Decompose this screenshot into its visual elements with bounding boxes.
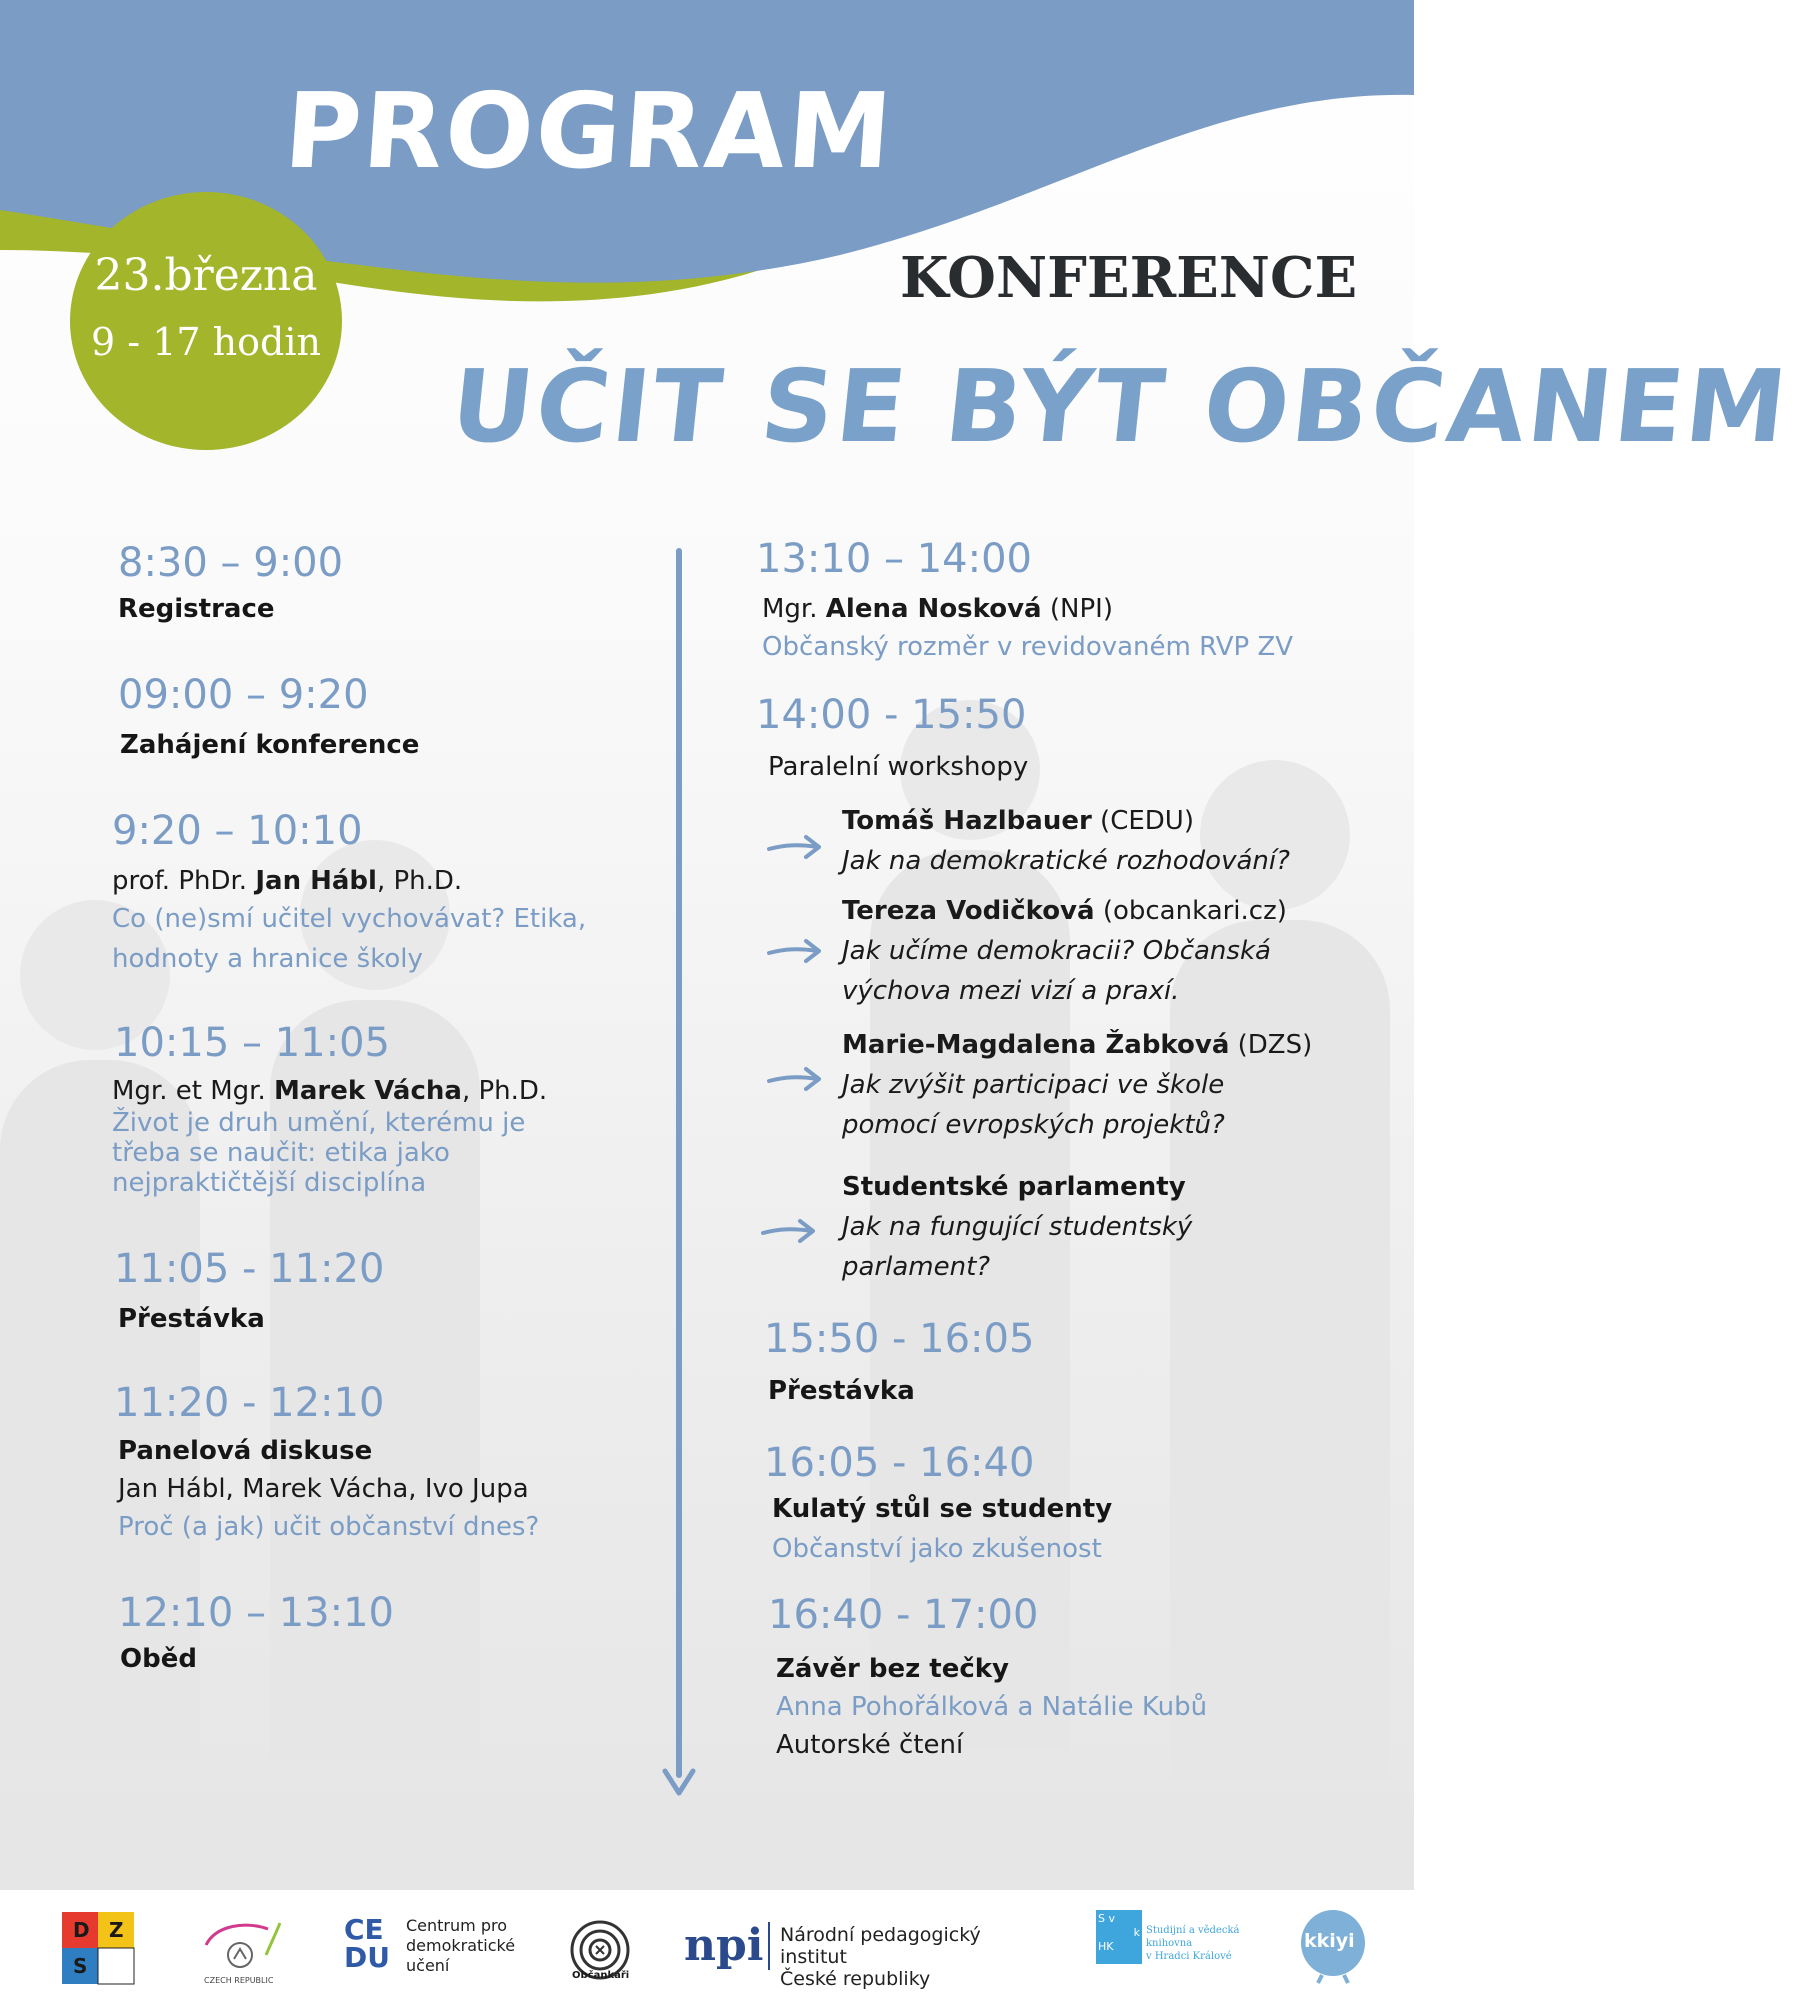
session-topic: Občanství jako zkušenost (772, 1534, 1102, 1564)
svk-mark-line: k (1133, 1926, 1140, 1939)
cedu-text-line: demokratické (406, 1936, 516, 1955)
svk-mark-line: S v (1098, 1912, 1115, 1925)
svk-mark (1096, 1910, 1142, 1964)
time-slot: 10:15 – 11:05 (114, 1020, 390, 1066)
workshop-topic: Jak učíme demokracii? Občanská (842, 936, 1271, 966)
workshop-topic: Jak zvýšit participaci ve škole (842, 1070, 1225, 1100)
session-topic: Co (ne)smí učitel vychovávat? Etika, (112, 904, 587, 934)
conference-name: UČIT SE BÝT OBČANEM (445, 348, 1795, 465)
dzs-logo (62, 1912, 134, 1984)
arrow-right-icon (766, 936, 824, 966)
date-badge (70, 192, 342, 450)
hours-text: 9 - 17 hodin (91, 320, 321, 364)
time-slot: 13:10 – 14:00 (756, 536, 1032, 582)
cedu-text-line: Centrum pro (406, 1916, 507, 1935)
svk-mark-line: HK (1098, 1940, 1114, 1953)
timeline-divider (676, 548, 682, 1778)
speaker: prof. PhDr. Jan Hábl, Ph.D. (112, 866, 463, 896)
svk-text (1146, 1924, 1239, 1963)
workshop-leader: Studentské parlamenty (842, 1172, 1186, 1202)
session-title: Přestávka (768, 1376, 915, 1406)
svk-text-line: v Hradci Králové (1146, 1951, 1232, 1962)
session-title: Závěr bez tečky (776, 1654, 1009, 1684)
partner-logos (0, 1890, 1414, 2000)
czech-republic-logo (196, 1906, 286, 1990)
cedu-mark (344, 1913, 390, 1974)
npi-text-line: České republiky (780, 1968, 931, 1990)
dzs-letter: Z (109, 1918, 124, 1942)
obcankari-logo (568, 1902, 640, 1998)
npi-mark: npi (684, 1920, 764, 1971)
time-slot: 16:40 - 17:00 (768, 1592, 1039, 1638)
svk-hk-logo (1096, 1910, 1246, 1990)
arrow-right-icon (760, 1216, 818, 1246)
session-title: Registrace (118, 594, 275, 624)
session-title: Paralelní workshopy (768, 752, 1029, 782)
obcankari-text: Občankáři (572, 1970, 630, 1981)
session-title: Kulatý stůl se studenty (772, 1494, 1113, 1524)
npi-logo (684, 1920, 1044, 1990)
time-slot: 9:20 – 10:10 (112, 808, 363, 854)
cedu-text (406, 1916, 515, 1976)
workshop-leader: Marie-Magdalena Žabková (DZS) (842, 1030, 1313, 1060)
time-slot: 16:05 - 16:40 (764, 1440, 1035, 1486)
npi-text (780, 1924, 1044, 1990)
session-note: Autorské čtení (776, 1730, 964, 1760)
session-topic: Proč (a jak) učit občanství dnes? (118, 1512, 540, 1542)
session-topic: hodnoty a hranice školy (112, 944, 423, 974)
time-slot: 8:30 – 9:00 (118, 540, 344, 586)
svk-text-line: Studijní a vědecká (1146, 1925, 1240, 1936)
cedu-text-line: učení (406, 1956, 450, 1975)
czech-republic-text: CZECH REPUBLIC (204, 1976, 274, 1985)
time-slot: 11:05 - 11:20 (114, 1246, 385, 1292)
time-slot: 09:00 – 9:20 (118, 672, 369, 718)
time-slot: 14:00 - 15:50 (756, 692, 1027, 738)
czech-lion-icon (196, 1915, 286, 1981)
arrow-right-icon (766, 832, 824, 862)
conference-label: KONFERENCE (900, 245, 1358, 311)
session-topic: Občanský rozměr v revidovaném RVP ZV (762, 632, 1294, 662)
cedu-logo (344, 1913, 534, 1980)
workshop-topic: Jak na demokratické rozhodování? (842, 846, 1290, 876)
workshop-leader: Tomáš Hazlbauer (CEDU) (842, 806, 1194, 836)
dzs-letter: D (73, 1918, 90, 1942)
workshop-topic: Jak na fungující studentský (842, 1212, 1193, 1242)
session-title: Zahájení konference (120, 730, 420, 760)
panelists: Jan Hábl, Marek Vácha, Ivo Jupa (118, 1474, 529, 1504)
svk-text-line: knihovna (1146, 1938, 1193, 1949)
session-topic: Život je druh umění, kterému je (112, 1108, 526, 1138)
session-title: Panelová diskuse (118, 1436, 373, 1466)
program-title: PROGRAM (280, 70, 898, 192)
arrow-right-icon (766, 1064, 824, 1094)
time-slot: 15:50 - 16:05 (764, 1316, 1035, 1362)
workshop-leader: Tereza Vodičková (obcankari.cz) (842, 896, 1287, 926)
session-speakers: Anna Pohořálková a Natálie Kubů (776, 1692, 1208, 1722)
session-title: Přestávka (118, 1304, 265, 1334)
workshop-topic: výchova mezi vizí a praxí. (842, 976, 1180, 1006)
speaker: Mgr. et Mgr. Marek Vácha, Ph.D. (112, 1076, 548, 1106)
session-topic: nejpraktičtější disciplína (112, 1168, 427, 1198)
cedu-mark-line: DU (344, 1941, 390, 1974)
background-figure (1200, 760, 1350, 910)
npi-text-line: Národní pedagogický institut (780, 1924, 981, 1968)
npi-divider (768, 1922, 770, 1970)
kkiyi-logo (1296, 1906, 1370, 1986)
speaker: Mgr. Alena Nosková (NPI) (762, 594, 1113, 624)
cedu-mark-line: CE (344, 1913, 384, 1946)
workshop-topic: pomocí evropských projektů? (842, 1110, 1225, 1140)
dzs-letter: S (73, 1954, 88, 1978)
session-topic: třeba se naučit: etika jako (112, 1138, 450, 1168)
kkiyi-text: kkiyi (1304, 1930, 1355, 1952)
time-slot: 12:10 – 13:10 (118, 1590, 394, 1636)
date-text: 23.března (94, 250, 318, 301)
time-slot: 11:20 - 12:10 (114, 1380, 385, 1426)
session-title: Oběd (120, 1644, 197, 1674)
timeline-arrow-icon (662, 1768, 696, 1798)
workshop-topic: parlament? (842, 1252, 991, 1282)
